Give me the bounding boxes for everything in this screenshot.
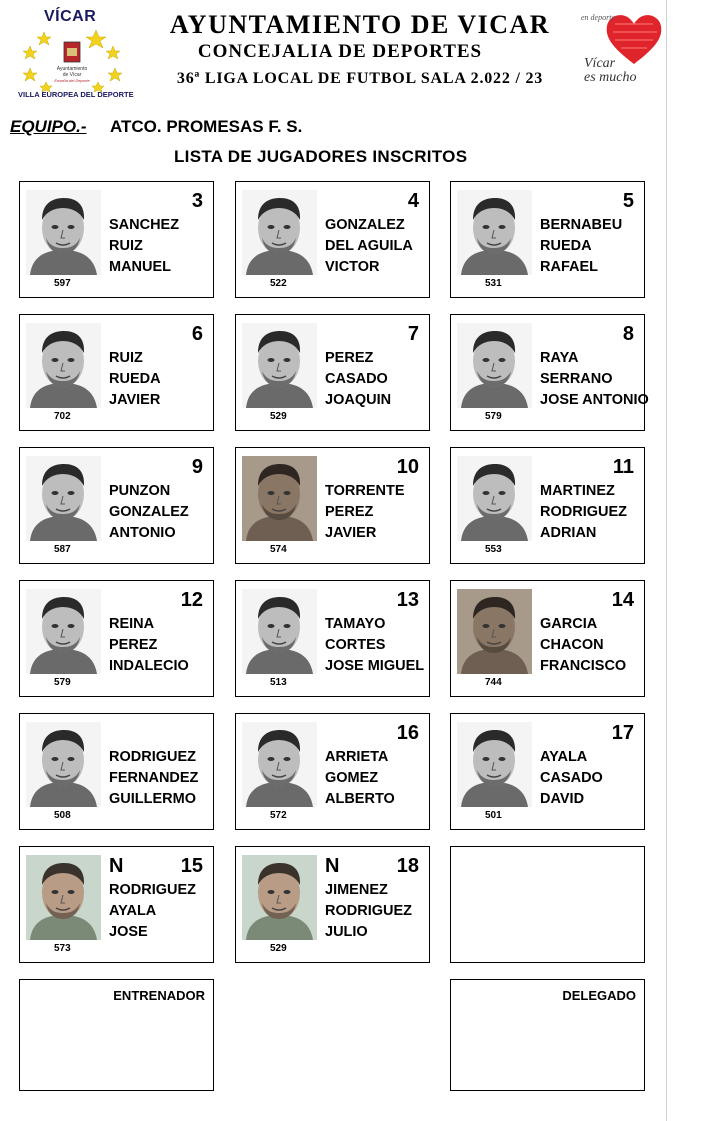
player-first-name: MANUEL — [109, 259, 172, 275]
player-surname-1: SANCHEZ — [109, 217, 180, 233]
player-first-name: JAVIER — [109, 392, 161, 408]
delegate-label: DELEGADO — [562, 988, 636, 1003]
player-surname-2: PEREZ — [109, 637, 158, 653]
player-first-name: INDALECIO — [109, 658, 189, 674]
player-photo — [242, 323, 317, 408]
team-label: EQUIPO.- — [10, 117, 87, 136]
player-card — [450, 314, 649, 431]
player-photo — [457, 722, 532, 807]
player-first-name: ANTONIO — [109, 525, 176, 541]
player-number: 16 — [396, 722, 419, 744]
svg-text:Enseña del Deporte: Enseña del Deporte — [54, 78, 90, 83]
player-number: 8 — [622, 323, 634, 345]
player-card — [235, 713, 430, 830]
player-card — [19, 314, 214, 431]
player-names — [325, 348, 391, 411]
player-license: 531 — [485, 278, 502, 289]
player-photo — [457, 456, 532, 541]
player-names — [109, 481, 189, 544]
player-photo — [457, 323, 532, 408]
player-first-name: RAFAEL — [540, 259, 598, 275]
player-surname-2: FERNANDEZ — [109, 770, 199, 786]
player-number: 5 — [622, 190, 634, 212]
player-surname-1: REINA — [109, 616, 155, 632]
player-license: 574 — [270, 544, 287, 555]
player-surname-2: GONZALEZ — [109, 504, 189, 520]
player-first-name: ADRIAN — [540, 525, 597, 541]
player-license: 501 — [485, 810, 502, 821]
player-names — [540, 215, 622, 278]
player-names — [540, 614, 626, 677]
player-number: 4 — [407, 190, 419, 212]
player-first-name: JOSE ANTONIO — [540, 392, 649, 408]
player-photo — [26, 323, 101, 408]
player-names — [540, 348, 649, 411]
player-first-name: JAVIER — [325, 525, 377, 541]
player-photo — [26, 855, 101, 940]
player-license: 579 — [54, 677, 71, 688]
player-surname-1: JIMENEZ — [325, 882, 388, 898]
player-card — [19, 580, 214, 697]
logo-left-subtitle: VILLA EUROPEA DEL DEPORTE — [18, 90, 134, 99]
player-license: 513 — [270, 677, 287, 688]
player-names — [109, 348, 161, 411]
player-first-name: JOAQUIN — [325, 392, 392, 408]
player-surname-1: PEREZ — [325, 350, 374, 366]
player-first-name: ALBERTO — [325, 791, 395, 807]
player-number: 11 — [612, 456, 634, 478]
player-surname-1: RODRIGUEZ — [109, 882, 196, 898]
player-surname-2: CASADO — [325, 371, 388, 387]
player-surname-1: GONZALEZ — [325, 217, 405, 233]
player-license: 572 — [270, 810, 287, 821]
player-number: 3 — [191, 190, 203, 212]
svg-text:de Vícar: de Vícar — [62, 72, 82, 78]
player-names — [325, 747, 395, 810]
player-names — [540, 747, 603, 810]
list-title: LISTA DE JUGADORES INSCRITOS — [174, 147, 468, 166]
player-names — [325, 481, 405, 544]
player-photo — [26, 456, 101, 541]
player-number: 17 — [611, 722, 634, 744]
player-surname-1: TAMAYO — [325, 616, 386, 632]
player-surname-2: GOMEZ — [325, 770, 379, 786]
player-license: 553 — [485, 544, 502, 555]
player-photo — [242, 855, 317, 940]
player-names — [540, 481, 627, 544]
logo-left-text: VÍCAR — [44, 8, 97, 25]
empty-player-card — [450, 846, 645, 963]
player-first-name: DAVID — [540, 791, 585, 807]
player-number: 12 — [180, 589, 203, 611]
player-surname-2: RUEDA — [540, 238, 592, 254]
player-card — [19, 846, 214, 963]
player-license: 508 — [54, 810, 71, 821]
player-card — [235, 447, 430, 564]
player-number: 7 — [407, 323, 419, 345]
player-card — [235, 181, 430, 298]
player-first-name: FRANCISCO — [540, 658, 627, 674]
player-first-name: VICTOR — [325, 259, 380, 275]
coach-label: ENTRENADOR — [113, 988, 205, 1003]
vicar-heart-logo — [578, 10, 668, 90]
player-card — [235, 846, 430, 963]
player-license: 702 — [54, 411, 71, 422]
player-names — [325, 215, 413, 278]
player-card — [450, 447, 645, 564]
league-title: 36ª LIGA LOCAL DE FUTBOL SALA 2.022 / 23 — [176, 70, 544, 87]
player-first-name: JOSE MIGUEL — [325, 658, 425, 674]
player-surname-2: RODRIGUEZ — [540, 504, 627, 520]
player-first-name: JOSE — [109, 924, 148, 940]
player-surname-1: RAYA — [540, 350, 579, 366]
player-surname-1: GARCIA — [540, 616, 598, 632]
player-first-name: GUILLERMO — [109, 791, 196, 807]
player-first-name: JULIO — [325, 924, 368, 940]
player-new-flag: N — [325, 855, 340, 877]
player-card — [19, 447, 214, 564]
player-license: 587 — [54, 544, 71, 555]
player-names — [325, 614, 424, 677]
player-surname-1: MARTINEZ — [540, 483, 615, 499]
player-number: 18 — [396, 855, 419, 877]
player-card — [450, 181, 645, 298]
player-surname-1: AYALA — [540, 749, 588, 765]
player-surname-2: CASADO — [540, 770, 603, 786]
player-photo — [26, 589, 101, 674]
player-photo — [26, 190, 101, 275]
player-surname-2: CHACON — [540, 637, 604, 653]
player-surname-2: RUEDA — [109, 371, 161, 387]
player-photo — [457, 190, 532, 275]
player-number: 9 — [191, 456, 203, 478]
player-card — [19, 713, 214, 830]
player-names — [109, 747, 198, 810]
player-photo — [242, 722, 317, 807]
player-card — [450, 713, 645, 830]
player-card — [235, 314, 430, 431]
player-photo — [242, 456, 317, 541]
player-photo — [26, 722, 101, 807]
player-license: 529 — [270, 411, 287, 422]
player-surname-2: DEL AGUILA — [325, 238, 413, 254]
logo-right-small: en deporte — [581, 13, 615, 22]
logo-right-line1: Vícar — [584, 56, 616, 71]
player-number: 6 — [191, 323, 203, 345]
player-surname-2: SERRANO — [540, 371, 613, 387]
player-names — [109, 215, 179, 278]
player-license: 744 — [485, 677, 502, 688]
vicar-logo — [16, 6, 134, 104]
player-number: 10 — [396, 456, 419, 478]
player-photo — [242, 190, 317, 275]
player-surname-1: ARRIETA — [325, 749, 389, 765]
player-card — [19, 181, 214, 298]
player-surname-1: TORRENTE — [325, 483, 405, 499]
player-names — [109, 880, 196, 943]
player-new-flag: N — [109, 855, 124, 877]
player-surname-1: PUNZON — [109, 483, 171, 499]
svg-text:Ayuntamiento: Ayuntamiento — [56, 66, 88, 72]
player-surname-2: RUIZ — [109, 238, 143, 254]
player-photo — [242, 589, 317, 674]
player-license: 579 — [485, 411, 502, 422]
page-title: AYUNTAMIENTO DE VICAR — [169, 10, 551, 39]
logo-right-line2: es mucho — [584, 70, 637, 85]
player-card — [235, 580, 430, 697]
player-card — [450, 580, 645, 697]
player-license: 522 — [270, 278, 287, 289]
delegate-box — [450, 979, 645, 1091]
player-surname-1: BERNABEU — [540, 217, 623, 233]
player-surname-2: CORTES — [325, 637, 386, 653]
page-subtitle: CONCEJALIA DE DEPORTES — [197, 41, 483, 62]
player-surname-2: AYALA — [109, 903, 157, 919]
player-surname-2: PEREZ — [325, 504, 374, 520]
coach-box — [19, 979, 214, 1091]
player-license: 573 — [54, 943, 71, 954]
player-names — [325, 880, 412, 943]
player-surname-1: RODRIGUEZ — [109, 749, 196, 765]
player-number: 13 — [396, 589, 419, 611]
player-surname-1: RUIZ — [109, 350, 143, 366]
player-license: 529 — [270, 943, 287, 954]
page-edge-line — [666, 0, 667, 1121]
player-surname-2: RODRIGUEZ — [325, 903, 412, 919]
player-names — [109, 614, 189, 677]
team-name: ATCO. PROMESAS F. S. — [110, 117, 303, 136]
player-photo — [457, 589, 532, 674]
player-number: 14 — [611, 589, 634, 611]
player-license: 597 — [54, 278, 71, 289]
player-number: 15 — [180, 855, 203, 877]
